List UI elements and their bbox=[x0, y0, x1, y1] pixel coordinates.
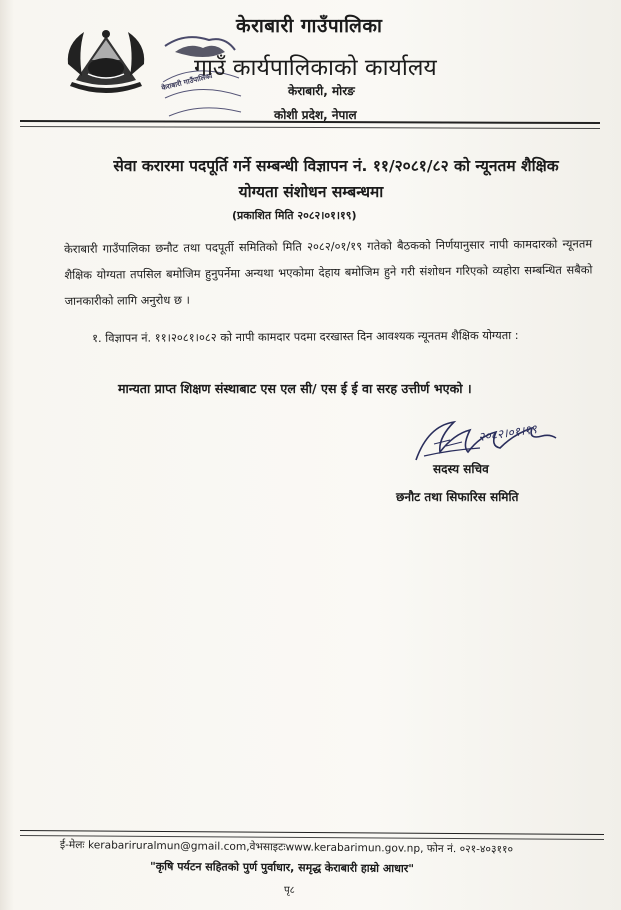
office-title: गाउँ कार्यपालिकाको कार्यालय bbox=[194, 55, 437, 81]
stamp-text: केराबारी गाउँपालिका bbox=[160, 71, 214, 93]
nepal-emblem-logo bbox=[62, 24, 150, 100]
header-divider-thin bbox=[20, 126, 600, 129]
province-text: कोशी प्रदेश, नेपाल bbox=[274, 108, 357, 122]
signature-date: २०८२।०१।१९ bbox=[477, 421, 538, 445]
header-divider-thick bbox=[20, 120, 600, 124]
footer-motto: "कृषि पर्यटन सहितको पुर्ण पुर्वाधार, समृद्ध केराबारी हाम्रो आधार" bbox=[149, 859, 415, 876]
signatory-title: सदस्य सचिव bbox=[433, 462, 489, 476]
footer-contact: ई-मेलः kerabariruralmun@gmail.com,वेभसाइटःwww.kerabarimun.gov.np, फोन नं. ०२१-४०३११० bbox=[59, 838, 514, 856]
page-number: पृ८ bbox=[284, 885, 295, 896]
committee-name: छनौट तथा सिफारिस समिति bbox=[396, 490, 519, 504]
notice-item-1: १. विज्ञापन नं. ११।२०८१।०८२ को नापी कामदार पदमा दरखास्त दिन आवश्यक न्यूनतम शैक्षिक योग्यता : bbox=[92, 328, 519, 345]
footer-divider-thick bbox=[20, 830, 604, 835]
published-date: (प्रकाशित मिति २०८२।०१।१९) bbox=[232, 209, 357, 222]
location-text: केराबारी, मोरङ bbox=[288, 84, 355, 98]
qualification-text: मान्यता प्राप्त शिक्षण संस्थाबाट एस एल सी/ एस ई ई वा सरह उत्तीर्ण भएको । bbox=[118, 381, 472, 396]
notice-body-paragraph: केराबारी गाउँपालिका छनौट तथा पदपूर्ती समितिको मिति २०८२/०१/१९ गतेको बैठकको निर्णयानुसार नापी कामदारको न्यूनतम शैक्षिक योग्यता तपसिल बमोजिम हुनुपर्नेमा अन्यथा भएकोमा देहाय बमोजिम हुने गरी संशोधन गरिएको व्यहोरा सम्बन्धित सबैको जानकारीको लागि अनुरोध छ । bbox=[64, 236, 593, 308]
notice-subject-line2: योग्यता संशोधन सम्बन्धमा bbox=[238, 183, 384, 201]
notice-subject-line1: सेवा करारमा पदपूर्ति गर्ने सम्बन्धी विज्ञापन नं. ११/२०८१/८२ को न्यूनतम शैक्षिक bbox=[113, 157, 559, 175]
municipality-name: केराबारी गाउँपालिका bbox=[236, 15, 383, 37]
